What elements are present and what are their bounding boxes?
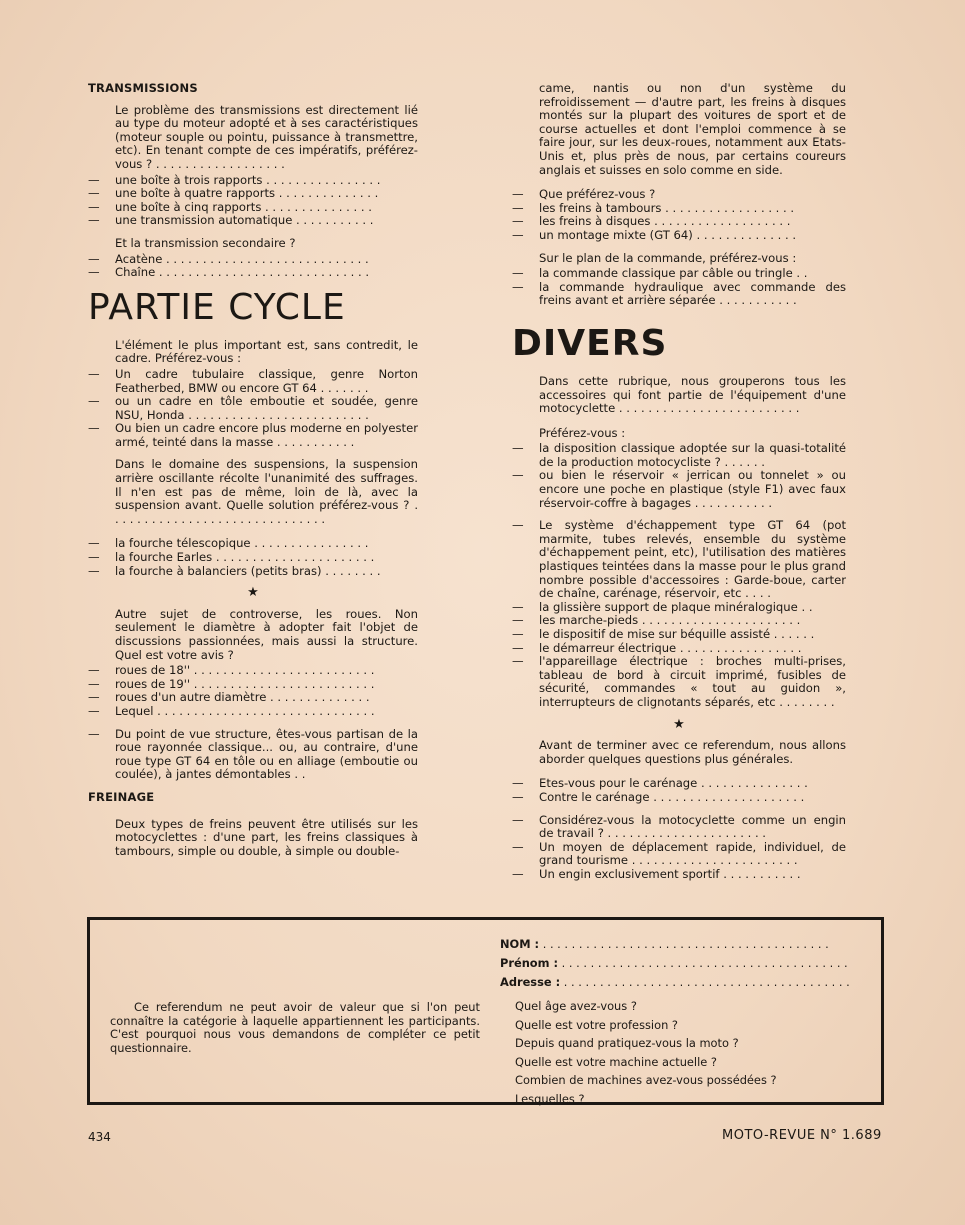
prenom-label: Prénom : <box>500 956 559 970</box>
roues-intro: Autre sujet de controverse, les roues. Non seulement le diamètre à adopter fait l'objet de discussions passionnées, mais aussi la structure. Quel est votre avis ? <box>115 606 418 662</box>
star-separator: ★ <box>673 716 685 732</box>
right-column <box>512 82 846 882</box>
option-item: — la disposition classique adoptée sur la quasi-totalité de la production motocycliste ? . . . . . . <box>512 442 846 469</box>
nom-field[interactable] <box>500 935 880 954</box>
nom-dots: . . . . . . . . . . . . . . . . . . . . . . . . . . . . . . . . . . . . . . . . <box>542 937 829 951</box>
option-item: — la glissière support de plaque minéralogique . . <box>512 601 846 615</box>
transmissions-heading: TRANSMISSIONS <box>88 81 198 95</box>
option-item: — Contre le carénage . . . . . . . . . . . . . . . . . . . . . <box>512 791 846 805</box>
option-item: — Ou bien un cadre encore plus moderne en polyester armé, teinté dans la masse . . . . . . . . . . . <box>88 422 418 449</box>
option-item: — Un cadre tubulaire classique, genre Norton Featherbed, BMW ou encore GT 64 . . . . . . . <box>88 368 418 395</box>
publication-name: MOTO-REVUE N° 1.689 <box>722 1128 882 1143</box>
option-item: — la commande hydraulique avec commande des freins avant et arrière séparée . . . . . . . . . . . <box>512 281 846 308</box>
question-item: Quelle est votre profession ? <box>515 1017 678 1032</box>
option-item: — l'appareillage électrique : broches multi-prises, tableau de bord à circuit imprimé, fusibles de sécurité, commandes « tout au guidon », interrupteurs de clignotants séparés, etc . . . . . . . . <box>512 655 846 709</box>
general-intro: Avant de terminer avec ce referendum, nous allons aborder quelques questions plus générales. <box>539 738 846 766</box>
cadre-intro: L'élément le plus important est, sans contredit, le cadre. Préférez-vous : <box>115 337 418 366</box>
option-item: — Chaîne . . . . . . . . . . . . . . . . . . . . . . . . . . . . . <box>88 266 418 280</box>
option-item: — la fourche à balanciers (petits bras) . . . . . . . . <box>88 565 418 579</box>
freinage-heading: FREINAGE <box>88 789 155 804</box>
questionnaire-box <box>87 917 884 1105</box>
question-item: Depuis quand pratiquez-vous la moto ? <box>515 1036 739 1051</box>
question-item: Combien de machines avez-vous possédées ? <box>515 1073 777 1088</box>
divers-intro: Dans cette rubrique, nous grouperons tous les accessoires qui font partie de l'équipement d'une motocyclette . . . . . . . . . . . . . . . . . . . . . . . . . <box>539 373 846 416</box>
option-item: — la fourche Earles . . . . . . . . . . . . . . . . . . . . . . <box>88 551 418 565</box>
option-item: — Le système d'échappement type GT 64 (pot marmite, tubes relevés, ensemble du système d'échappement peint, etc), l'utilisation des matières plastiques teintées dans la masse pour le plus grand nombre possible d'accessoires : Garde-boue, carter de chaîne, carénage, réservoir, etc . . . . <box>512 519 846 601</box>
option-item: — Un moyen de déplacement rapide, individuel, de grand tourisme . . . . . . . . . . . . . . . . . . . . . . . <box>512 841 846 868</box>
option-item: — Lequel . . . . . . . . . . . . . . . . . . . . . . . . . . . . . . <box>88 705 418 719</box>
option-item: — les marche-pieds . . . . . . . . . . . . . . . . . . . . . . <box>512 614 846 628</box>
option-item: — roues de 19'' . . . . . . . . . . . . . . . . . . . . . . . . . <box>88 678 418 692</box>
option-item: — une boîte à quatre rapports . . . . . . . . . . . . . . <box>88 187 418 201</box>
option-item: — roues d'un autre diamètre . . . . . . . . . . . . . . <box>88 691 418 705</box>
freinage-intro: Deux types de freins peuvent être utilisés sur les motocyclettes : d'une part, les freins classiques à tambours, simple ou double, à simple ou double- <box>115 816 418 858</box>
suspension-intro: Dans le domaine des suspensions, la suspension arrière oscillante récolte l'unanimité des suffrages. Il n'en est pas de même, loin de là, avec la suspension avant. Quelle solution préférez-vous ? . . . . . . . . . . . . . . . . . . . . . . . . . . . . . . <box>115 457 418 526</box>
option-item: — Du point de vue structure, êtes-vous partisan de la roue rayonnée classique... ou, au contraire, d'une roue type GT 64 en tôle ou en alliage (emboutie ou coulée), à jantes démontables . . <box>88 728 418 782</box>
question-item: Quelle est votre machine actuelle ? <box>515 1054 717 1069</box>
option-item: — Considérez-vous la motocyclette comme un engin de travail ? . . . . . . . . . . . . . . . . . . . . . . <box>512 814 846 841</box>
freinage-continuation: came, nantis ou non d'un système du refroidissement — d'autre part, les freins à disques montés sur la plupart des voitures de sport et de course actuelles et dont l'emploi commence à se faire jour, sur les deux-roues, notamment aux Etats-Unis et, plus près de nous, par certains coureurs anglais et suisses en solo comme en side. <box>539 81 846 177</box>
option-item: — un montage mixte (GT 64) . . . . . . . . . . . . . . <box>512 229 846 243</box>
option-item: — Un engin exclusivement sportif . . . . . . . . . . . <box>512 868 846 882</box>
option-item: — ou bien le réservoir « jerrican ou tonnelet » ou encore une poche en plastique (style F1) avec faux réservoir-coffre à bagages . . . . . . . . . . . <box>512 469 846 510</box>
option-item: — la fourche télescopique . . . . . . . . . . . . . . . . <box>88 537 418 551</box>
transmissions-intro: Le problème des transmissions est directement lié au type du moteur adopté et à ses caractéristiques (moteur souple ou pointu, puissance à transmettre, etc). En tenant compte de ces impératifs, préférez-vous ? . . . . . . . . . . . . . . . . . . <box>115 102 418 171</box>
option-item: — une boîte à cinq rapports . . . . . . . . . . . . . . . <box>88 201 418 215</box>
option-item: — Acatène . . . . . . . . . . . . . . . . . . . . . . . . . . . . <box>88 253 418 267</box>
option-item: — les freins à tambours . . . . . . . . . . . . . . . . . . <box>512 202 846 216</box>
partie-cycle-heading: PARTIE CYCLE <box>88 286 346 328</box>
identity-form <box>500 935 880 992</box>
left-column <box>88 82 418 860</box>
question-item: Lesquelles ? <box>515 1091 585 1106</box>
option-item: — le dispositif de mise sur béquille assisté . . . . . . <box>512 628 846 642</box>
prenom-field[interactable] <box>500 954 880 973</box>
option-item: — roues de 18'' . . . . . . . . . . . . . . . . . . . . . . . . . <box>88 664 418 678</box>
option-item: — ou un cadre en tôle emboutie et soudée, genre NSU, Honda . . . . . . . . . . . . . . . . . . . . . . . . . <box>88 395 418 422</box>
commande-intro: Sur le plan de la commande, préférez-vous : <box>539 250 797 265</box>
prefer-question: Préférez-vous : <box>539 425 626 440</box>
star-separator: ★ <box>247 585 259 601</box>
option-item: — Que préférez-vous ? <box>512 188 846 202</box>
option-item: — les freins à disques . . . . . . . . . . . . . . . . . . . <box>512 215 846 229</box>
page-number: 434 <box>88 1130 111 1144</box>
questions-list <box>515 997 875 1109</box>
option-item: — une transmission automatique . . . . . . . . . . . <box>88 214 418 228</box>
secondary-question: Et la transmission secondaire ? <box>115 235 296 250</box>
option-item: — Etes-vous pour le carénage . . . . . . . . . . . . . . . <box>512 777 846 791</box>
questionnaire-intro: Ce referendum ne peut avoir de valeur que si l'on peut connaître la catégorie à laquelle appartiennent les participants. C'est pourquoi nous vous demandons de compléter ce petit questionnaire. <box>110 1000 480 1055</box>
option-item: — la commande classique par câble ou tringle . . <box>512 267 846 281</box>
divers-heading: DIVERS <box>512 322 668 364</box>
prenom-dots: . . . . . . . . . . . . . . . . . . . . . . . . . . . . . . . . . . . . . . . . <box>561 956 848 970</box>
adresse-field[interactable] <box>500 973 880 992</box>
adresse-dots: . . . . . . . . . . . . . . . . . . . . . . . . . . . . . . . . . . . . . . . . <box>563 975 850 989</box>
nom-label: NOM : <box>500 937 540 951</box>
adresse-label: Adresse : <box>500 975 561 989</box>
question-item: Quel âge avez-vous ? <box>515 999 637 1013</box>
option-item: — le démarreur électrique . . . . . . . . . . . . . . . . . <box>512 642 846 656</box>
option-item: — une boîte à trois rapports . . . . . . . . . . . . . . . . <box>88 174 418 188</box>
